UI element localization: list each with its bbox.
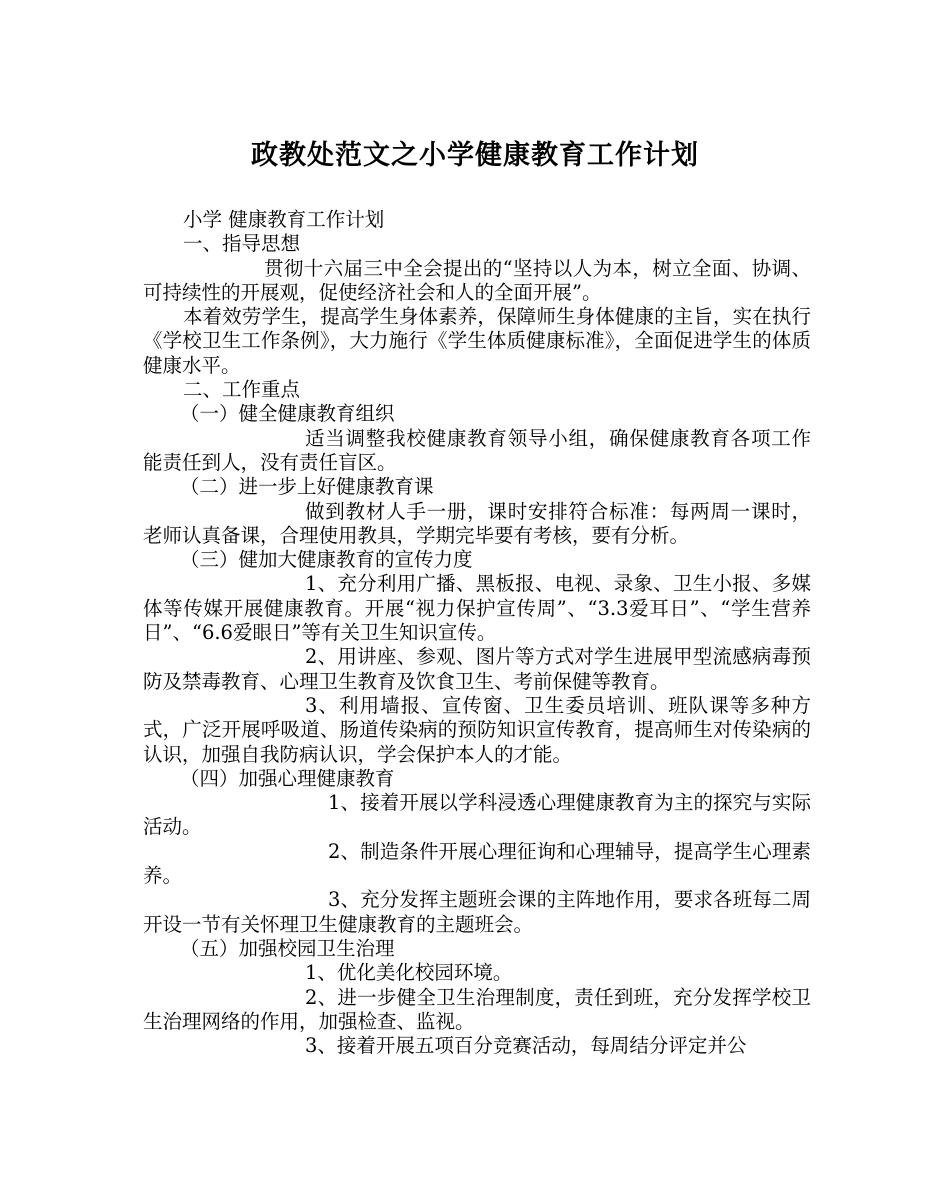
paragraph: （一）健全健康教育组织 <box>180 402 395 426</box>
paragraph: 贯彻十六届三中全会提出的“坚持以人为本，树立全面、协调、可持续性的开展观，促使经济社会和人的全面开展”。 <box>143 256 811 304</box>
paragraph: 一、指导思想 <box>183 232 301 256</box>
document-body <box>143 208 811 1058</box>
paragraph: 本着效劳学生，提高学生身体素养，保障师生身体健康的主旨，实在执行《学校卫生工作条例》，大力施行《学生体质健康标准》，全面促进学生的体质健康水平。 <box>143 305 811 377</box>
paragraph: 适当调整我校健康教育领导小组，确保健康教育各项工作能责任到人，没有责任盲区。 <box>143 426 811 474</box>
document-title: 政教处范文之小学健康教育工作计划 <box>251 140 699 171</box>
paragraph: （四）加强心理健康教育 <box>180 766 395 790</box>
paragraph: 3、充分发挥主题班会课的主阵地作用，要求各班每二周开设一节有关怀理卫生健康教育的主题班会。 <box>143 888 811 936</box>
paragraph: 2、进一步健全卫生治理制度，责任到班，充分发挥学校卫生治理网络的作用，加强检查、监视。 <box>143 985 811 1033</box>
paragraph: （三）健加大健康教育的宣传力度 <box>180 548 473 572</box>
paragraph: 2、制造条件开展心理征询和心理辅导，提高学生心理素养。 <box>143 839 811 888</box>
paragraph: 做到教材人手一册，课时安排符合标准：每两周一课时，老师认真备课，合理使用教具，学期完毕要有考核，要有分析。 <box>143 499 811 547</box>
paragraph: 3、利用墙报、宣传窗、卫生委员培训、班队课等多种方式，广泛开展呼吸道、肠道传染病的预防知识宣传教育，提高师生对传染病的认识，加强自我防病认识，学会保护本人的才能。 <box>143 693 811 766</box>
paragraph: 二、工作重点 <box>183 378 301 402</box>
paragraph: 小学 健康教育工作计划 <box>183 208 385 231</box>
paragraph: 2、用讲座、参观、图片等方式对学生进展甲型流感病毒预防及禁毒教育、心理卫生教育及饮食卫生、考前保健等教育。 <box>143 645 811 693</box>
paragraph: （二）进一步上好健康教育课 <box>180 475 434 499</box>
paragraph: （五）加强校园卫生治理 <box>180 936 395 960</box>
paragraph: 1、接着开展以学科浸透心理健康教育为主的探究与实际活动。 <box>143 791 811 839</box>
paragraph: 1、优化美化校园环境。 <box>305 961 513 985</box>
paragraph: 3、接着开展五项百分竞赛活动，每周结分评定并公 <box>305 1034 747 1058</box>
paragraph: 1、充分利用广播、黑板报、电视、录象、卫生小报、多媒体等传媒开展健康教育。开展“视力保护宣传周”、“3.3爱耳日”、“学生营养日”、“6.6爱眼日”等有关卫生知识宣传。 <box>143 572 811 645</box>
